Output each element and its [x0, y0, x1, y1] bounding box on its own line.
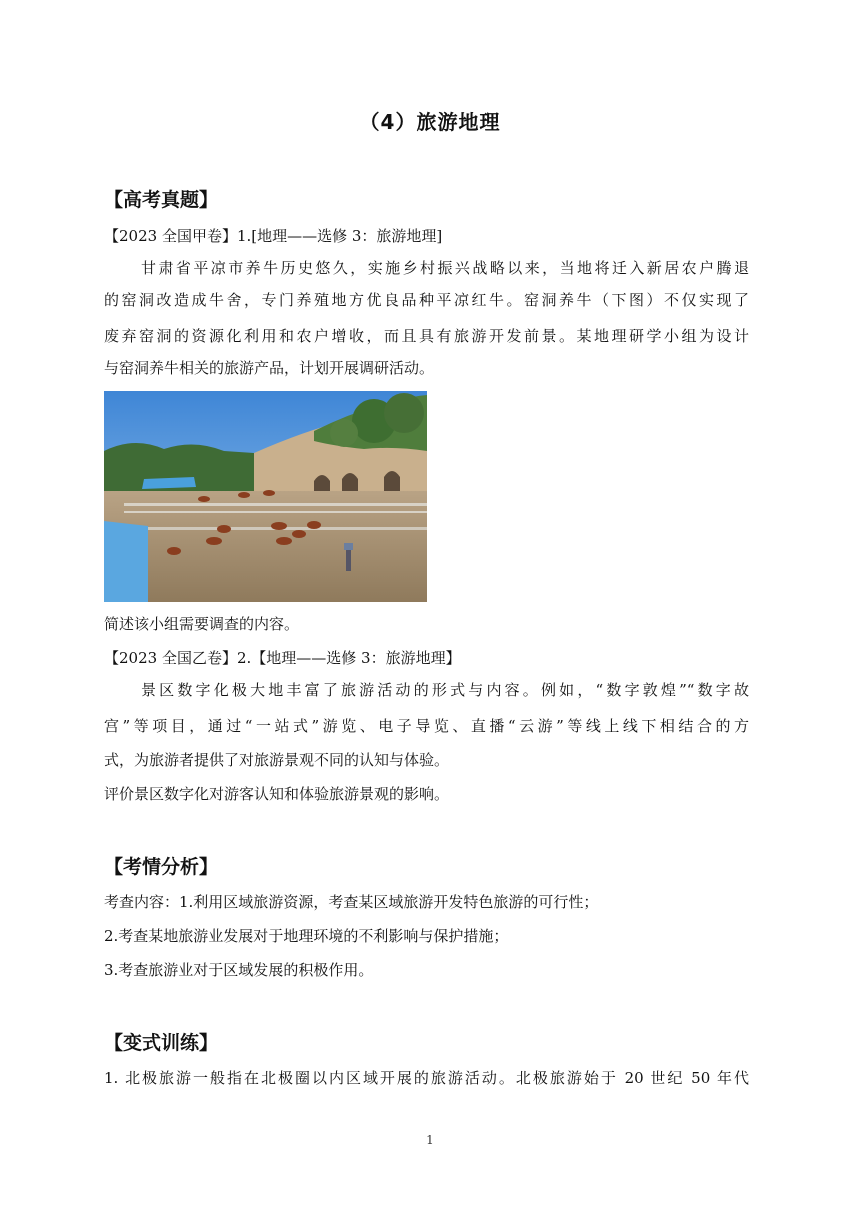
q1-paragraph-line: 的窑洞改造成牛舍，专门养殖地方优良品种平凉红牛。窑洞养牛（下图）不仅实现了: [104, 291, 749, 309]
analysis-line: 2.考查某地旅游业发展对于地理环境的不利影响与保护措施；: [104, 927, 509, 945]
q2-question: 评价景区数字化对游客认知和体验旅游景观的影响。: [104, 785, 450, 803]
q2-paragraph-line: 式，为旅游者提供了对旅游景观不同的认知与体验。: [104, 751, 450, 769]
page-number: 1: [426, 1133, 434, 1147]
q1-paragraph-line: 甘肃省平凉市养牛历史悠久，实施乡村振兴战略以来，当地将迁入新居农户腾退: [141, 259, 749, 277]
page-title: （4）旅游地理: [359, 110, 501, 134]
analysis-line: 3.考查旅游业对于区域发展的积极作用。: [104, 961, 374, 979]
section-heading-gaokao: 【高考真题】: [104, 189, 219, 211]
training-first-line: 1. 北极旅游一般指在北极圈以内区域开展的旅游活动。北极旅游始于 20 世纪 50 年代: [104, 1069, 749, 1087]
cave-cattle-photo: [104, 391, 427, 602]
section-heading-analysis: 【考情分析】: [104, 856, 219, 878]
q2-paragraph-line: 宫”等项目，通过“一站式”游览、电子导览、直播“云游”等线上线下相结合的方: [104, 717, 749, 735]
q1-paragraph-line: 与窑洞养牛相关的旅游产品，计划开展调研活动。: [104, 359, 435, 377]
q1-source: 【2023 全国甲卷】1.[地理——选修 3：旅游地理]: [104, 227, 443, 245]
q2-paragraph-line: 景区数字化极大地丰富了旅游活动的形式与内容。例如，“数字敦煌”“数字故: [141, 681, 749, 699]
q2-source: 【2023 全国乙卷】2.【地理——选修 3：旅游地理】: [104, 649, 461, 667]
q1-question: 简述该小组需要调查的内容。: [104, 615, 300, 633]
q1-paragraph-line: 废弃窑洞的资源化利用和农户增收，而且具有旅游开发前景。某地理研学小组为设计: [104, 327, 749, 345]
analysis-line: 考查内容：1.利用区域旅游资源，考查某区域旅游开发特色旅游的可行性；: [104, 893, 599, 911]
section-heading-training: 【变式训练】: [104, 1032, 219, 1054]
